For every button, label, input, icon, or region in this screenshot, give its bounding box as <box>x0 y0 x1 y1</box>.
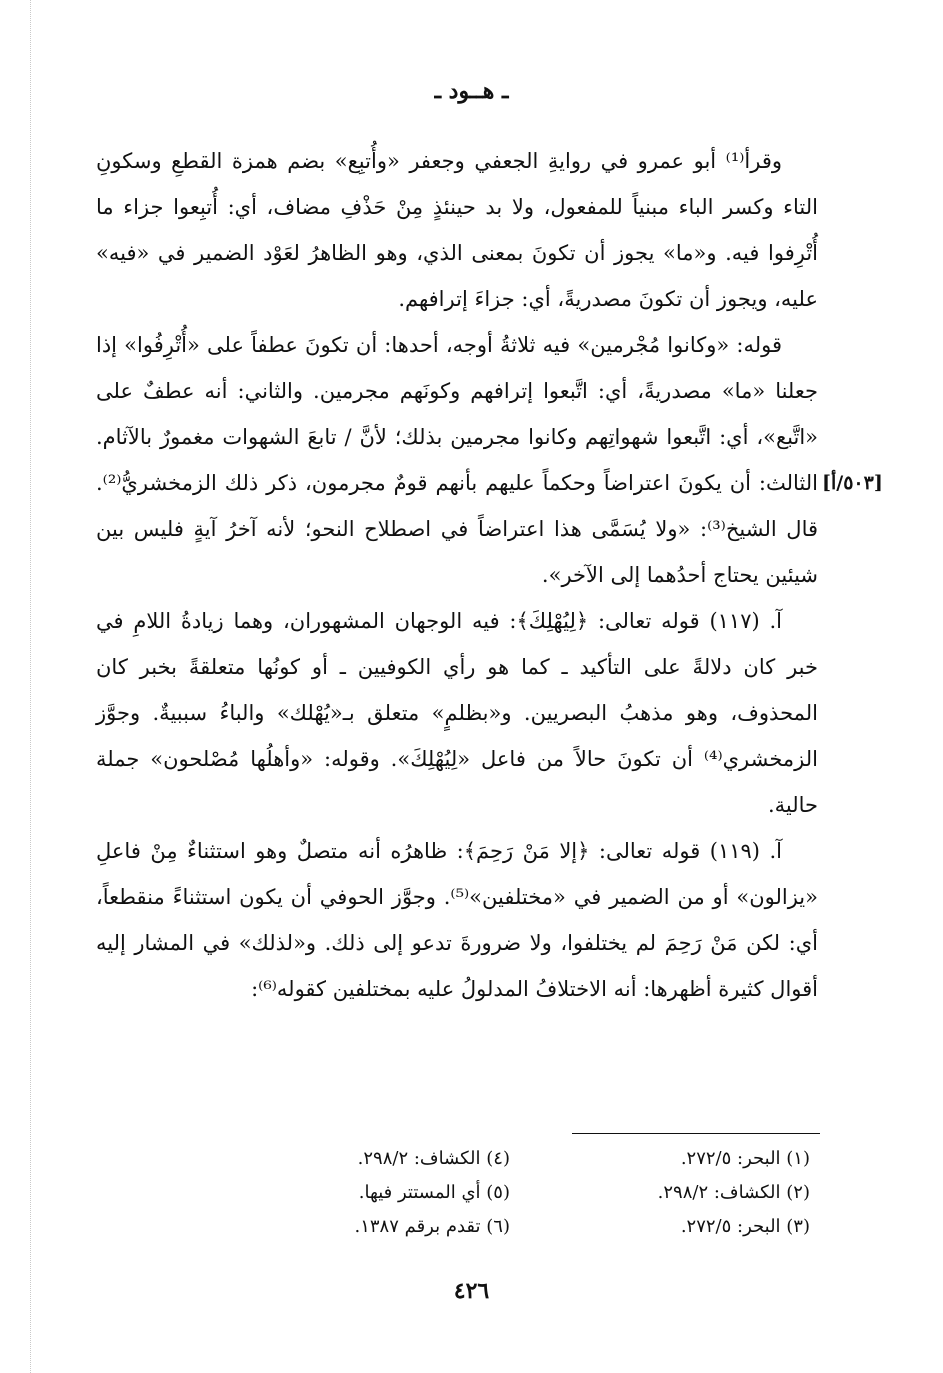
footnote: (٦) تقدم برقم ١٣٨٧. <box>354 1216 510 1237</box>
paragraph: آ. (١١٩) قوله تعالى: ﴿إلا مَنْ رَحِمَ﴾: ظاهرُه أنه متصلٌ وهو استثناءٌ مِنْ فاعلِ «يزالون» أو من الضمير في «مختلفين»⁽⁵⁾. وجوَّز الحوفي أن يكون استثناءً منقطعاً، أي: لكن مَنْ رَحِمَ لم يختلفوا، ولا ضرورةَ تدعو إلى ذلك. و«لذلك» في المشار إليه أقوال كثيرة أظهرها: أنه الاختلافُ المدلولُ عليه بمختلفين كقوله⁽⁶⁾: <box>96 839 818 1001</box>
running-header: ـ هــود ـ <box>434 78 509 104</box>
footnote: (٤) الكشاف: ٢٩٨/٢. <box>357 1148 510 1169</box>
footnotes <box>250 1142 810 1244</box>
paragraph: آ. (١١٧) قوله تعالى: ﴿لِيُهْلِكَ﴾: فيه الوجهان المشهوران، وهما زيادةُ اللامِ في خبر كان دلالةً على التأكيد ـ كما هو رأي الكوفيين ـ أو كونُها متعلقةً بخبر كان المحذوف، وهو مذهبُ البصريين. و«بظلمٍ» متعلق بـ«يُهْلك» والباءُ سببيةٌ. وجوَّز الزمخشري⁽⁴⁾ أن تكونَ حالاً من فاعل «لِيُهْلِكَ». وقوله: «وأهلُها مُصْلحون» جملة حالية. <box>96 609 818 817</box>
footnote: (١) البحر: ٢٧٢/٥. <box>680 1148 810 1169</box>
manuscript-folio-reference: [٥٠٣/أ] <box>822 472 883 494</box>
paragraph: قوله: «وكانوا مُجْرمين» فيه ثلاثةُ أوجه، أحدها: أن تكونَ عطفاً على «أُتْرِفُوا» إذا جعلنا «ما» مصدريةً، أي: اتَّبعوا إترافهم وكونَهم مجرمين. والثاني: أنه عطفٌ على «اتَّبع»، أي: اتَّبعوا شهواتِهم وكانوا مجرمين بذلك؛ لأنَّ / تابعَ الشهوات مغمورٌ بالآثام. الثالث: أن يكونَ اعتراضاً وحكماً عليهم بأنهم قومٌ مجرمون، ذكر ذلك الزمخشريُّ⁽²⁾. قال الشيخ⁽³⁾: «ولا يُسَمَّى هذا اعتراضاً في اصطلاح النحو؛ لأنه آخرُ آيةٍ فليس بين شيئين يحتاج أحدُهما إلى الآخر». <box>96 333 819 587</box>
main-text <box>96 138 818 1012</box>
footnote-separator <box>572 1133 820 1134</box>
paragraph: وقرأ⁽¹⁾ أبو عمرو في روايةِ الجعفي وجعفر «وأُتبِع» بضم همزة القطعِ وسكونِ التاء وكسر الباء مبنياً للمفعول، ولا بد حينئذٍ مِنْ حَذْفِ مضاف، أي: أُتبِعوا جزاء ما أُتْرِفوا فيه. و«ما» يجوز أن تكونَ بمعنى الذي، وهو الظاهرُ لعَوْد الضمير في «فيه» عليه، ويجوز أن تكونَ مصدريةً، أي: جزاءَ إترافهم. <box>96 149 818 311</box>
footnote: (٥) أي المستتر فيها. <box>358 1182 510 1203</box>
footnote: (٢) الكشاف: ٢٩٨/٢. <box>657 1182 810 1203</box>
scan-edge-dotted-line <box>30 0 31 1373</box>
page-number: ٤٢٦ <box>453 1278 490 1304</box>
footnote: (٣) البحر: ٢٧٢/٥. <box>680 1216 810 1237</box>
